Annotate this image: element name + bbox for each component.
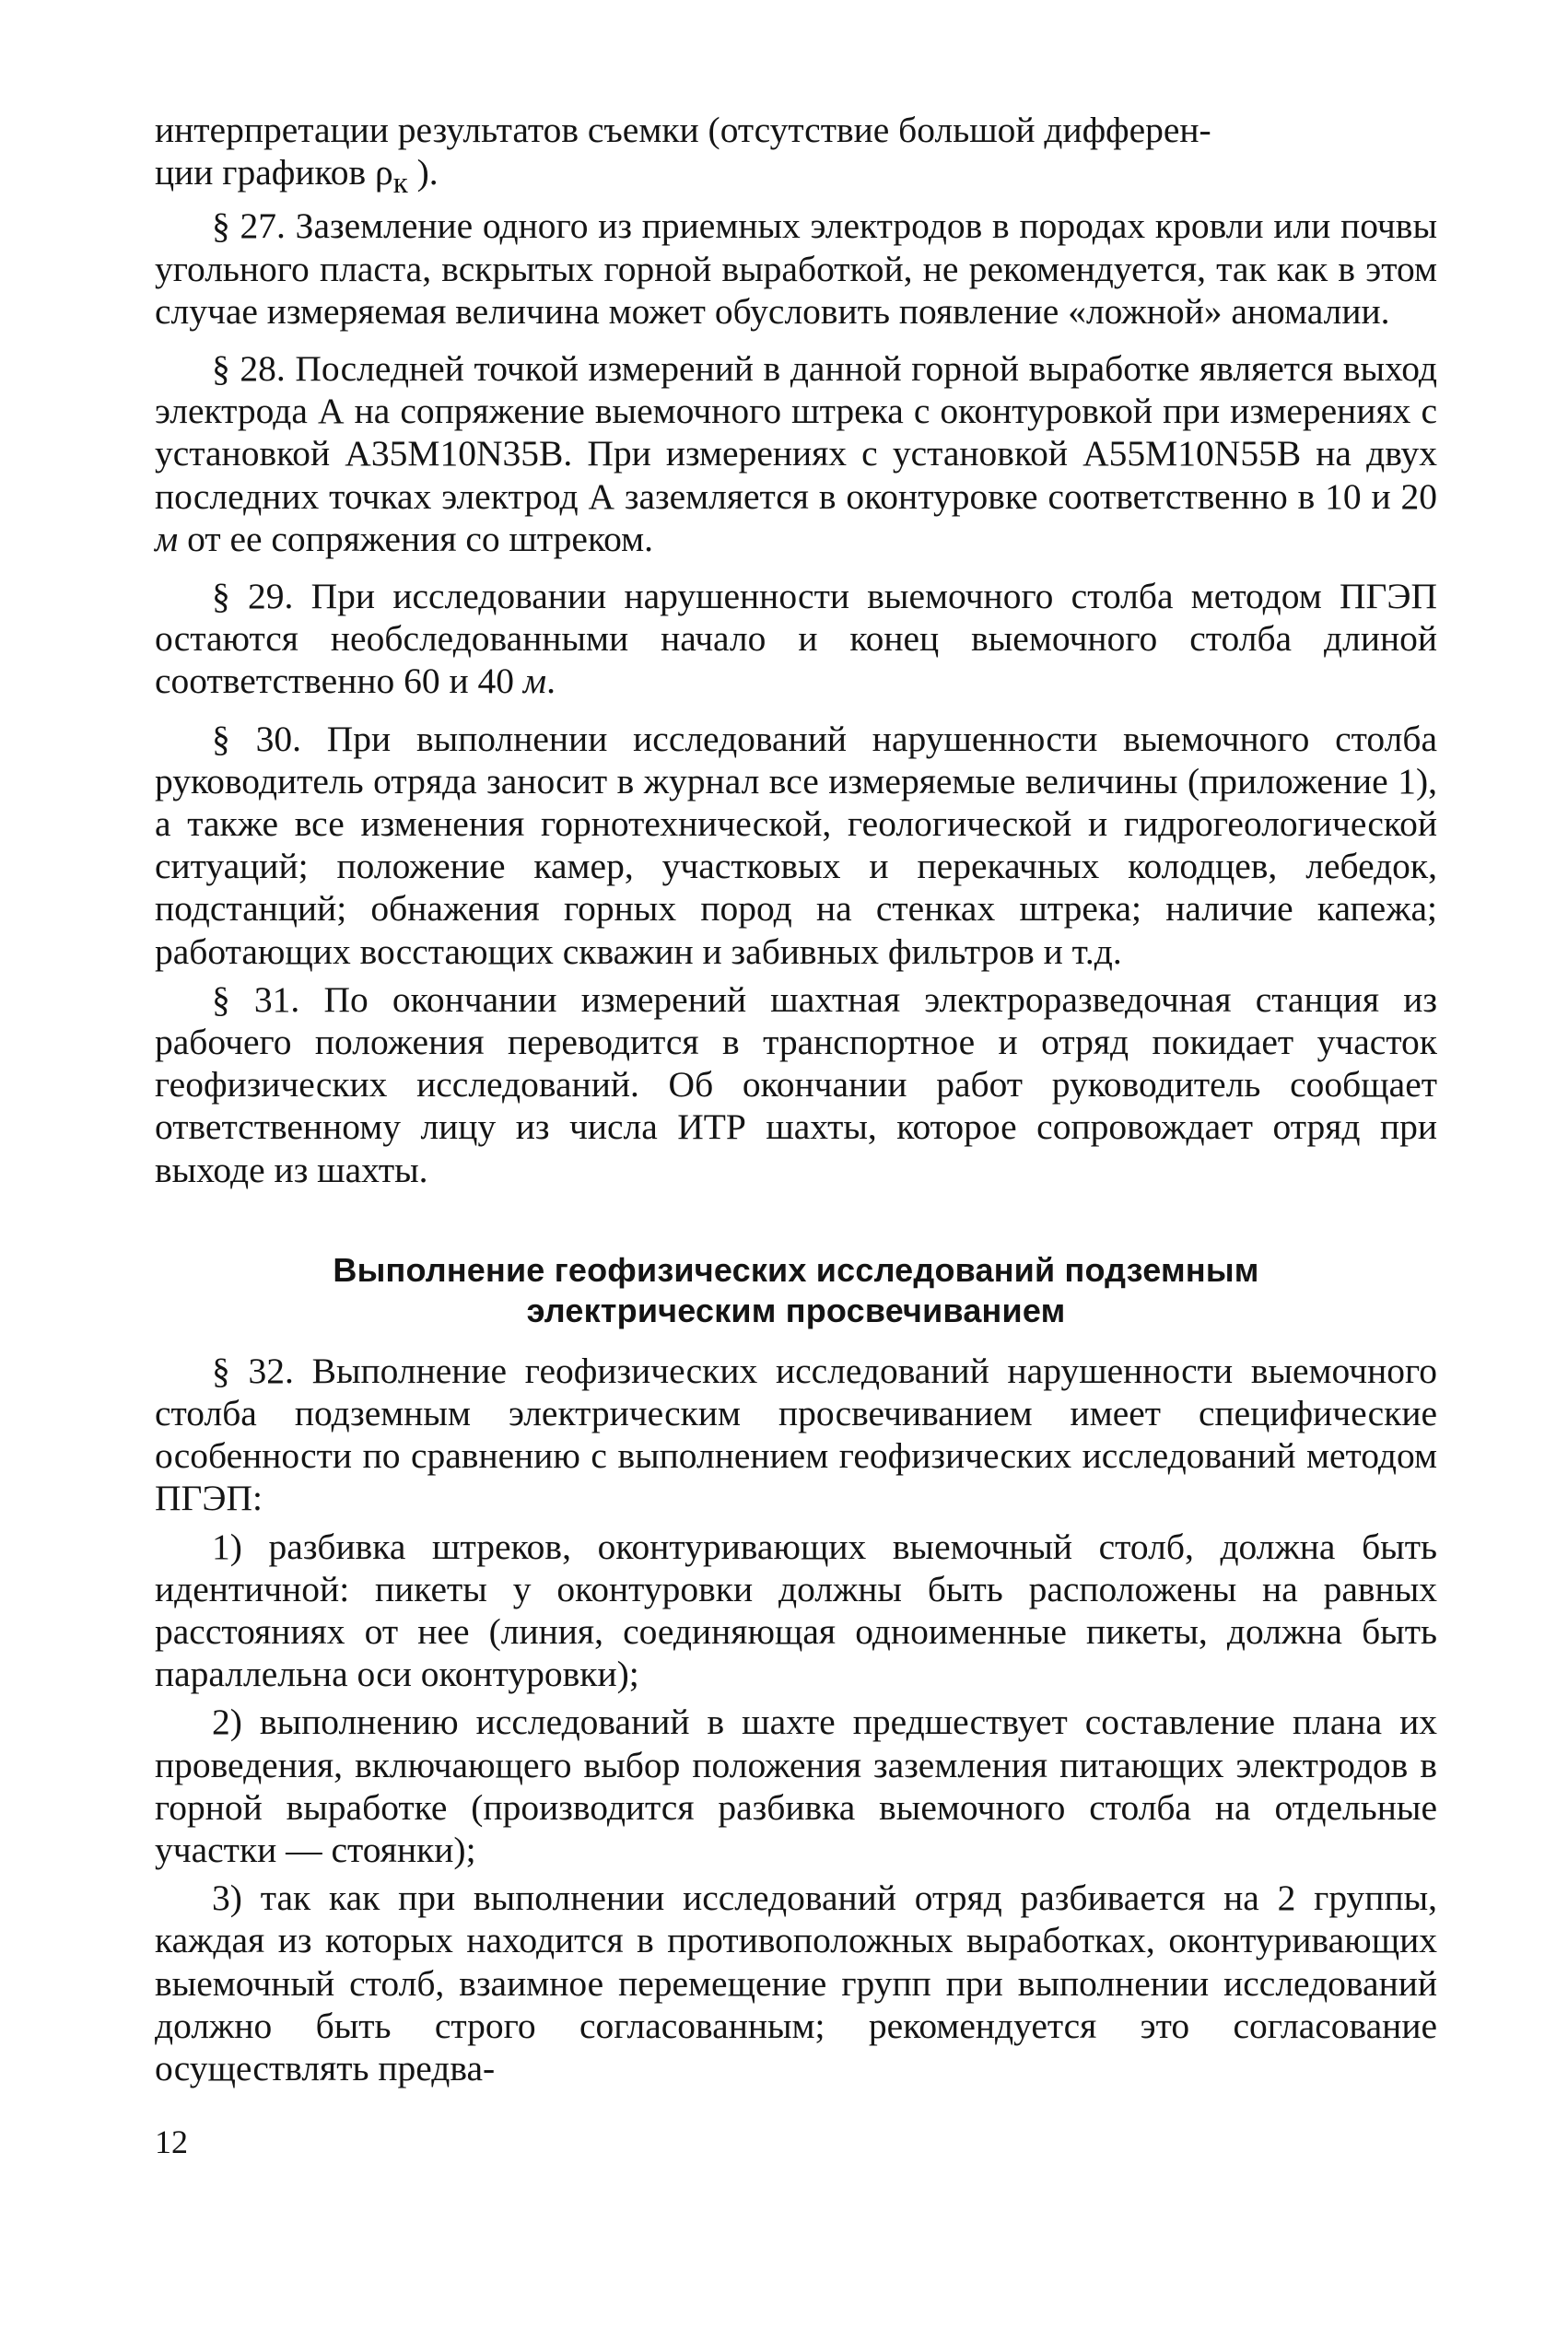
section-heading-line-2: электрическим просвечиванием xyxy=(526,1291,1066,1329)
paragraph-31: § 31. По окончании измерений шахтная электроразведочная станция из рабочего положения переводится в транспортное и отряд покидает участок геофизических исследований. Об окончании работ руководитель сообщает ответственному лицу из числа ИТР шахты, которое сопровождает отряд при выходе из шахты. xyxy=(155,978,1437,1190)
section-heading xyxy=(155,1250,1437,1331)
list-item-2: 2) выполнению исследований в шахте предшествует составление плана их проведения, включающего выбор положения заземления питающих электродов в горной выработке (производится разбивка выемочного столба на отдельные участки — стоянки); xyxy=(155,1702,1437,1870)
paragraph-29-text-a: § 29. При исследовании нарушенности выемочного столба методом ПГЭП остаются необследованными начало и конец выемочного столба длиной соответственно 60 и 40 xyxy=(155,575,1437,702)
paragraph-27: § 27. Заземление одного из приемных электродов в породах кровли или почвы угольного пласта, вскрытых горной выработкой, не рекомендуется, так как в этом случае измеряемая величина может обусловить появление «ложной» аномалии. xyxy=(155,205,1437,332)
paragraph-28 xyxy=(155,347,1437,560)
section-heading-line-1: Выполнение геофизических исследований подземным xyxy=(333,1250,1259,1289)
intro-fragment xyxy=(155,109,1437,205)
page-number: 12 xyxy=(155,2123,188,2160)
intro-line-2-end: ). xyxy=(407,152,439,193)
list-item-1: 1) разбивка штреков, оконтуривающих выемочный столб, должна быть идентичной: пикеты у оконтуровки должны быть расположены на равных расстояниях от нее (линия, соединяющая одноименные пикеты, должна быть параллельна оси оконтуровки); xyxy=(155,1526,1437,1695)
paragraph-28-unit: м xyxy=(155,518,179,559)
paragraph-30: § 30. При выполнении исследований нарушенности выемочного столба руководитель отряда заносит в журнал все измеряемые величины (приложение 1), а также все изменения горнотехнической, геологической и гидрогеологической ситуаций; положение камер, участковых и перекачных колодцев, лебедок, подстанций; обнажения горных пород на стенках штрека; наличие капежа; работающих восстающих скважин и забивных фильтров и т.д. xyxy=(155,718,1437,972)
intro-line-2: ции графиков ρ xyxy=(155,152,393,193)
paragraph-29-text-b: . xyxy=(546,661,556,702)
paragraph-32: § 32. Выполнение геофизических исследований нарушенности выемочного столба подземным электрическим просвечиванием имеет специфические особенности по сравнению с выполнением геофизических исследований методом ПГЭП: xyxy=(155,1350,1437,1519)
paragraph-28-text-a: § 28. Последней точкой измерений в данной горной выработке является выход электрода А на сопряжение выемочного штрека с оконтуровкой при измерениях с установкой A35M10N35B. При измерениях с установкой A55M10N55B на двух последних точках электрод А заземляется в оконтуровке соответственно в 10 и 20 xyxy=(155,347,1437,517)
paragraph-29 xyxy=(155,575,1437,703)
intro-line-1: интерпретации результатов съемки (отсутствие большой дифферен- xyxy=(155,110,1211,150)
paragraph-29-unit: м xyxy=(522,661,547,702)
intro-subscript: к xyxy=(392,167,408,201)
paragraph-28-text-b: от ее сопряжения со штреком. xyxy=(178,518,654,559)
document-page xyxy=(155,109,1437,2089)
list-item-3: 3) так как при выполнении исследований отряд разбивается на 2 группы, каждая из которых находится в противоположных выработках, оконтуривающих выемочный столб, взаимное перемещение групп при выполнении исследований должно быть строго согласованным; рекомендуется это согласование осуществлять предва- xyxy=(155,1878,1437,2089)
